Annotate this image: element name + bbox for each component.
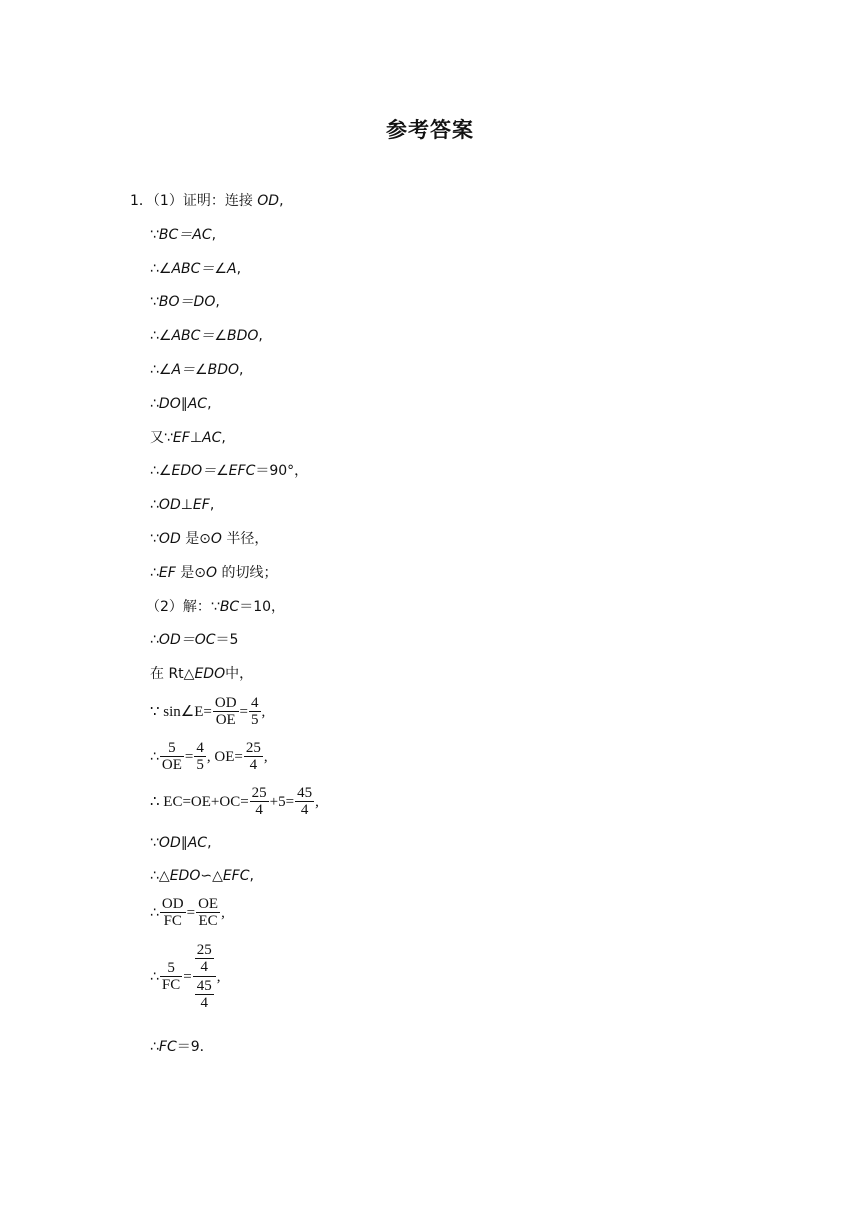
denominator: 4 <box>255 802 263 818</box>
punct: , <box>211 227 217 243</box>
numerator: OD <box>214 695 237 711</box>
denominator: OE <box>215 712 236 728</box>
expr: ABC＝∠BDO <box>171 328 259 344</box>
punct: , <box>249 868 254 884</box>
symbol: ∴ <box>150 396 159 412</box>
inner-fraction <box>195 978 214 1011</box>
symbol: ∴△ <box>150 868 170 884</box>
answer-line-12 <box>150 564 278 582</box>
numerator: 25 <box>196 942 212 958</box>
symbol: ∴ <box>150 565 159 581</box>
symbol: ∴ <box>150 497 159 513</box>
expr: OD∥AC <box>158 835 208 851</box>
answer-line-14 <box>150 631 238 649</box>
fraction <box>249 695 261 728</box>
text: （2）解：∵ <box>146 599 220 615</box>
var: BC <box>219 599 240 615</box>
math-line-ratio <box>150 896 225 929</box>
punct: , <box>279 193 284 209</box>
text: ＝9． <box>176 1039 214 1055</box>
numerator: 5 <box>160 740 184 757</box>
denominator: 4 <box>200 959 208 975</box>
answer-line-8 <box>150 429 226 447</box>
denominator: FC <box>161 977 181 993</box>
denominator: OE <box>161 757 182 773</box>
symbol: ∴∠ <box>150 362 172 378</box>
expr: OD＝OC <box>158 632 216 648</box>
punct: , <box>236 261 242 277</box>
expr: ABC＝∠A <box>171 261 237 277</box>
answer-line-5 <box>150 327 263 345</box>
inner-fraction <box>195 942 214 975</box>
fraction <box>295 785 314 818</box>
numerator <box>193 942 216 977</box>
var: EDO <box>194 666 226 682</box>
var: OD <box>158 531 181 547</box>
answer-line-7 <box>150 395 212 413</box>
numerator: 4 <box>196 740 204 756</box>
expr: BC＝AC <box>158 227 212 243</box>
answer-line-3 <box>150 260 241 278</box>
symbol: ∴ <box>150 1039 159 1055</box>
denominator: 4 <box>300 802 309 818</box>
punct: , <box>315 793 319 810</box>
denominator: 4 <box>200 995 208 1011</box>
numerator: 5 <box>160 960 182 977</box>
numerator: 25 <box>251 785 267 801</box>
answer-line-10 <box>150 496 214 514</box>
var: O <box>206 565 218 581</box>
text: 是⊙ <box>180 565 207 581</box>
fraction <box>196 896 220 929</box>
math-line-sin <box>150 695 265 728</box>
numerator: 45 <box>196 978 212 994</box>
numerator: 4 <box>251 695 259 711</box>
punct: ＝90°， <box>255 463 309 479</box>
symbol: ∴∠ <box>150 328 172 344</box>
expr: BO＝DO <box>158 294 216 310</box>
symbol: ∵ <box>150 531 159 547</box>
answer-line-2 <box>150 226 216 244</box>
answer-line-23 <box>150 1038 214 1056</box>
punct: , <box>209 497 215 513</box>
nested-fraction <box>193 942 216 1011</box>
punct: , <box>221 430 226 446</box>
symbol: ∴ <box>150 968 159 985</box>
punct: , <box>263 748 268 765</box>
equals: = <box>239 703 249 720</box>
symbol: ∴∠ <box>150 261 172 277</box>
equals: = <box>186 904 196 921</box>
text: 半径， <box>226 531 269 547</box>
fraction <box>194 740 206 773</box>
fraction <box>244 740 263 773</box>
symbol: ∴ <box>150 632 159 648</box>
answer-line-6 <box>150 361 243 379</box>
symbol: ∴ <box>150 904 159 921</box>
answer-line-4 <box>150 293 220 311</box>
symbol: 又∵ <box>150 430 173 446</box>
numerator: 25 <box>245 740 261 756</box>
fraction <box>160 896 186 929</box>
expr: A＝∠BDO <box>171 362 240 378</box>
answer-line-13 <box>146 598 285 616</box>
expr: EF⊥AC <box>172 430 222 446</box>
denominator: 5 <box>251 712 259 728</box>
numerator: 45 <box>297 785 313 801</box>
text: 1．（1）证明：连接 <box>130 193 253 209</box>
equals: = <box>183 968 192 985</box>
answer-line-19 <box>150 834 212 852</box>
denominator: 5 <box>196 757 204 773</box>
symbol: ∵ <box>150 294 159 310</box>
punct: , <box>239 362 244 378</box>
answer-line-15 <box>150 665 253 683</box>
punct: , <box>221 904 225 921</box>
numerator: OD <box>161 896 184 912</box>
punct: , <box>261 703 266 720</box>
expr: DO∥AC <box>158 396 208 412</box>
symbol: ∵ <box>150 227 159 243</box>
expr: EDO∽△EFC <box>169 868 250 884</box>
fraction <box>213 695 239 728</box>
denominator: 4 <box>249 757 258 773</box>
page-title: 参考答案 <box>386 118 474 142</box>
denominator: EC <box>198 913 218 929</box>
text: 中， <box>225 666 254 682</box>
expr: +5= <box>269 793 295 810</box>
expr: ∴ EC=OE+OC= <box>150 793 249 810</box>
var: O <box>210 531 222 547</box>
denominator <box>193 977 216 1011</box>
math-line-nested <box>150 942 221 1011</box>
symbol: ∴∠ <box>150 463 172 479</box>
punct: , <box>207 835 212 851</box>
punct: , <box>215 294 220 310</box>
answer-line-11 <box>150 530 268 548</box>
answer-line-1 <box>130 192 284 210</box>
expr: ∵ sin∠E= <box>150 703 212 720</box>
equals: = <box>184 748 194 765</box>
symbol: ∴ <box>150 748 159 765</box>
answer-line-20 <box>150 867 254 885</box>
math-line-ec <box>150 785 319 818</box>
text: 是⊙ <box>185 531 211 547</box>
numerator: OE <box>198 896 219 912</box>
text: 的切线； <box>221 565 278 581</box>
text: 在 Rt△ <box>150 666 195 682</box>
punct: , <box>216 968 221 985</box>
fraction <box>250 785 269 818</box>
var: EF <box>158 565 176 581</box>
expr: EDO＝∠EFC <box>171 463 256 479</box>
fraction <box>160 740 184 773</box>
symbol: ∵ <box>150 835 159 851</box>
denominator: FC <box>163 913 182 929</box>
answer-line-9 <box>150 462 308 480</box>
text: ＝10， <box>239 599 286 615</box>
var: OD <box>257 193 280 209</box>
math-line-oe <box>150 740 268 773</box>
fraction <box>160 960 182 993</box>
expr: OD⊥EF <box>158 497 210 513</box>
expr: , OE= <box>206 748 243 765</box>
punct: , <box>207 396 212 412</box>
expr: FC <box>158 1039 177 1055</box>
text: ＝5 <box>215 632 239 648</box>
punct: , <box>258 328 263 344</box>
